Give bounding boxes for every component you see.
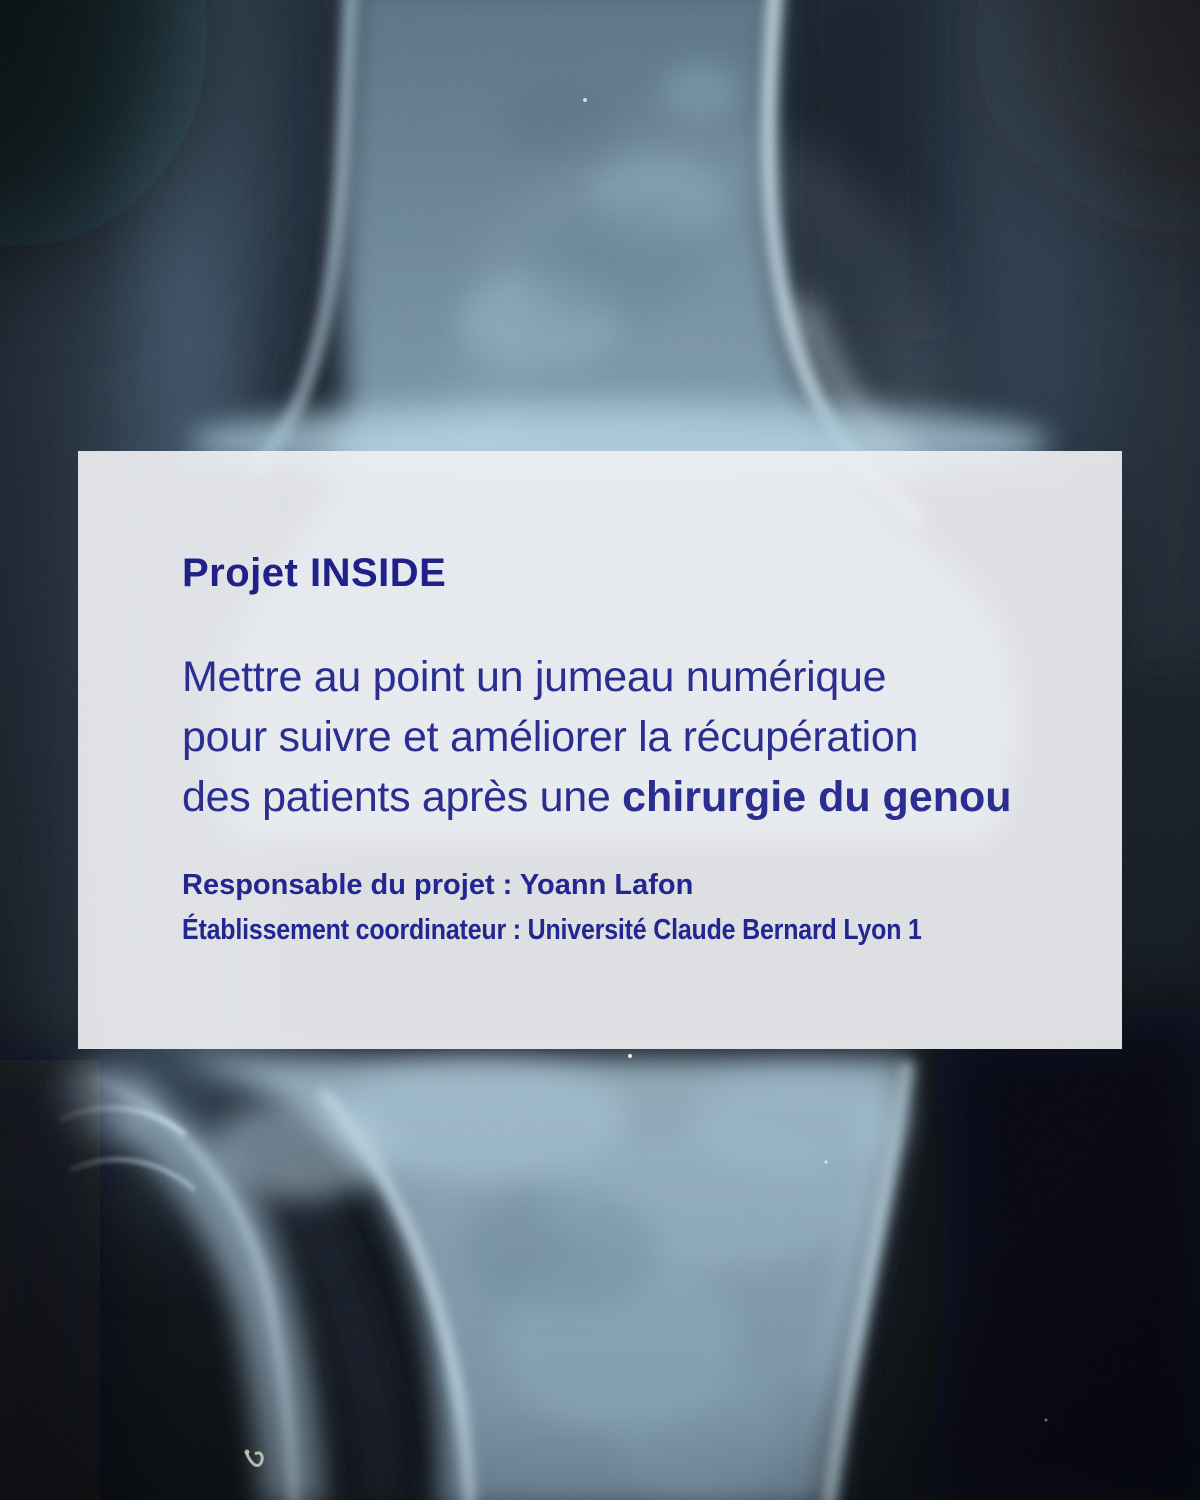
project-title: Projet INSIDE [182,551,447,595]
description-line2: pour suivre et améliorer la récupération [182,713,919,761]
project-meta [182,863,1092,953]
description-line1: Mettre au point un jumeau numérique [182,653,887,701]
description-line3-bold: chirurgie du genou [622,773,1012,821]
overlay-card [78,451,1122,1049]
project-description [182,647,1092,827]
coordinating-institution-line: Établissement coordinateur : Université Claude Bernard Lyon 1 [182,914,922,946]
description-line3: des patients après une [182,773,623,821]
project-lead-line: Responsable du projet : Yoann Lafon [182,869,694,901]
